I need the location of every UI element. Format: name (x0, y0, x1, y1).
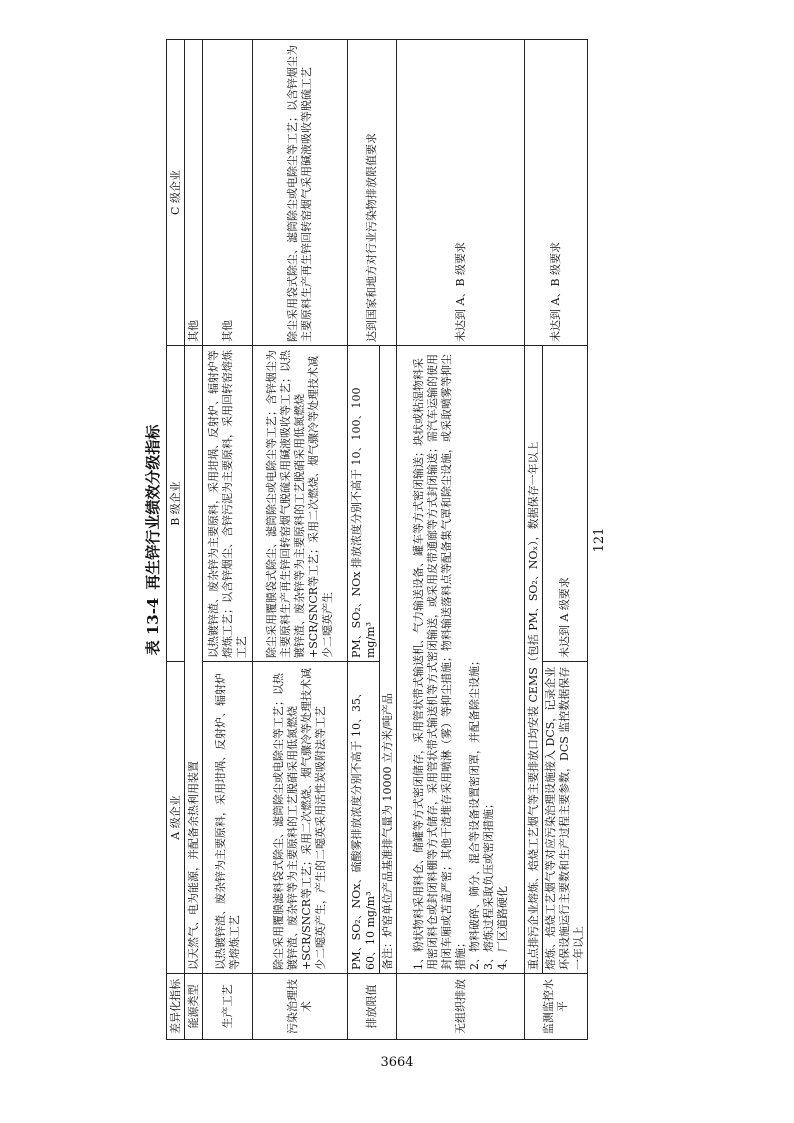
process-b: 以热镀锌渣、废杂锌为主要原料，采用坩埚、反射炉、辐射炉等熔炼工艺；以含锌烟尘、含锌污泥为主要原料，采用回转窑熔炼工艺 (203, 346, 253, 662)
fugitive-item: 3、熔炼过程采取负压或密闭措施； (481, 798, 495, 970)
header-row (167, 40, 185, 1040)
pollution-b: 除尘采用覆膜袋式除尘、滤筒除尘或电除尘等工艺；含锌烟尘为主要原料生产再生锌回转窑烟气脱硫采用碱液吸收等工艺；以热镀锌渣、废杂锌等为主要原料的工艺脱硝采用低氮燃烧+SCR/SNCR等工艺；采用二次燃烧、烟气骤冷等处理技术减少二噁英产生 (253, 346, 348, 662)
header-indicator: 差异化指标 (167, 974, 185, 1040)
row-process (203, 40, 253, 1040)
monitoring-b: 未达到 A 级要求 (543, 346, 588, 662)
monitoring-ab: 重点排污企业熔炼、焙烧工艺烟气等主要排放口均安装 CEMS（包括 PM、SO₂、NOₓ），数据保存一年以上 (525, 346, 543, 974)
table-number: 表 13-4 (144, 597, 162, 656)
emission-a: PM、SO₂、NOx、硫酸雾排放浓度分别不高于 10、35、60、10 mg/m³ (348, 662, 380, 974)
header-c: C 级企业 (167, 40, 185, 346)
process-c: 其他 (203, 40, 253, 346)
label-pollution: 污染治理技术 (253, 974, 348, 1040)
pollution-a: 除尘采用覆膜滤料袋式除尘、滤筒除尘或电除尘等工艺；以热镀锌渣、废杂锌等为主要原料的工艺脱硝采用低氮燃烧+SCR/SNCR等工艺；采用二次燃烧、烟气骤冷等处理技术减少二噁英产生，产生的二噁英采用活性炭吸附法等工艺 (253, 662, 348, 974)
footer-page-number: 3664 (380, 1055, 414, 1070)
process-a: 以热镀锌渣、废杂锌为主要原料，采用坩埚、反射炉、辐射炉等熔炼工艺 (203, 662, 253, 974)
energy-c: 其他 (185, 40, 203, 346)
energy-ab: 以天然气、电为能源，并配备余热利用装置 (185, 346, 203, 974)
emission-note: 备注：炉窑单位产品基准排气量为 10000 立方米/吨产品 (380, 346, 397, 974)
inner-page-number: 121 (592, 527, 607, 553)
monitoring-a: 熔炼、焙烧工艺烟气等对应污染治理设施接入 DCS，记录企业环保设施运行主要数和生产过程主要参数，DCS 监控数据保存一年以上 (543, 662, 588, 974)
label-energy: 能源类型 (185, 974, 203, 1040)
row-pollution (253, 40, 348, 1040)
label-monitoring: 监测监控水平 (525, 974, 588, 1040)
header-b: B 级企业 (167, 346, 185, 662)
fugitive-item: 1、粉状物料采用料仓、储罐等方式密闭储存，采用管状带式输送机、气力输送设备、罐车等方式密闭输送；块状或粘湿物料采用密闭料仓或封闭料棚等方式储存，采用管状带式输送机等方式密闭输送，或采用皮带通廊等方式封闭输送；需汽车运输的使用封闭车厢或苫盖严密；其他干渣堆存采用喷淋（雾）等抑尘措施；物料输送落料点等配备集气罩和除尘设施，或采取喷雾等抑尘措施； (411, 354, 467, 970)
performance-grading-table (166, 39, 588, 1040)
row-monitoring-ab (525, 40, 543, 1040)
fugitive-item: 2、物料破碎、筛分、混合等设备设置密闭罩，并配备除尘设施； (467, 655, 481, 970)
row-energy (185, 40, 203, 1040)
emission-c: 达到国家和地方对行业污染物排放限值要求 (348, 40, 397, 346)
emission-b: PM、SO₂、NOx 排放浓度分别不高于 10、100、100 mg/m³ (348, 346, 380, 662)
table-title: 再生锌行业绩效分级指标 (144, 424, 162, 590)
rotated-page (145, 40, 610, 1040)
header-a: A 级企业 (167, 662, 185, 974)
row-fugitive (397, 40, 525, 1040)
label-process: 生产工艺 (203, 974, 253, 1040)
table-caption (145, 40, 161, 1040)
label-fugitive: 无组织排放 (397, 974, 525, 1040)
label-emission: 排放限值 (348, 974, 397, 1040)
fugitive-ab (397, 346, 525, 974)
row-emission-a (348, 40, 380, 1040)
monitoring-c: 未达到 A、B 级要求 (525, 40, 588, 346)
fugitive-item: 4、厂区道路硬化 (495, 886, 509, 970)
pollution-c: 除尘采用袋式除尘、滤筒除尘或电除尘等工艺；以含锌烟尘为主要原料生产再生锌回转窑烟气采用碱液吸收等脱硫工艺 (253, 40, 348, 346)
fugitive-c: 未达到 A、B 级要求 (397, 40, 525, 346)
